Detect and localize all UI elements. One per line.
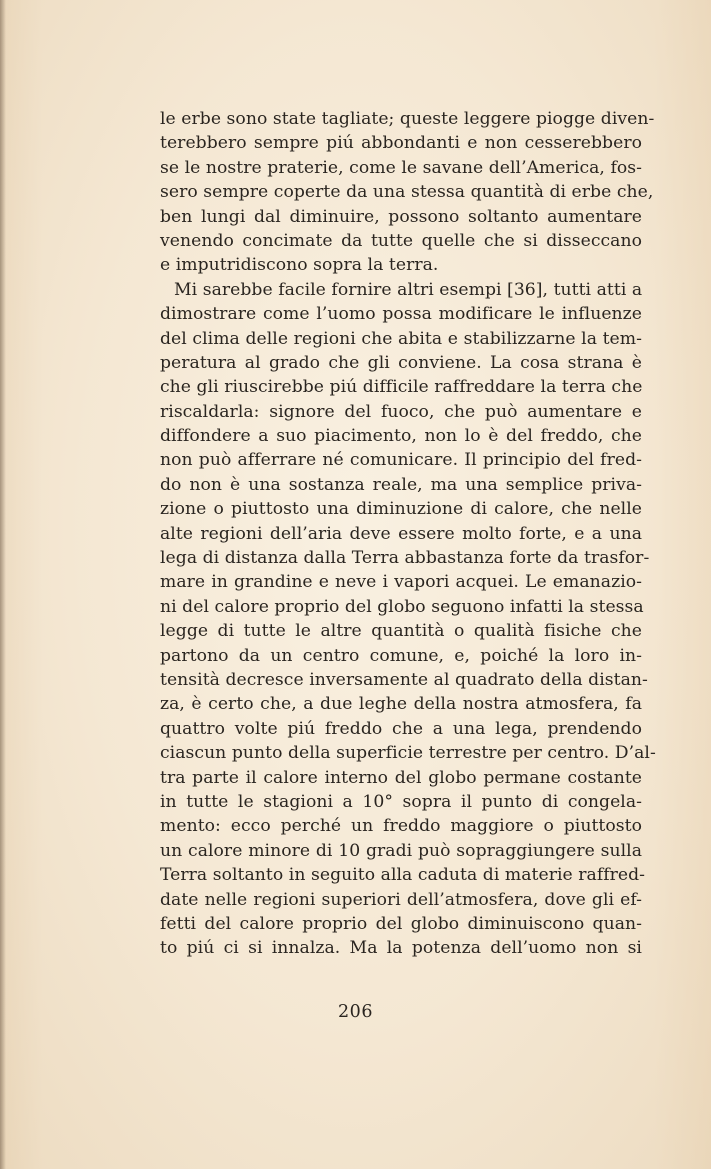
paragraph-start-line: Mi sarebbe facile fornire altri esempi [36], tutti atti a bbox=[174, 279, 643, 300]
text-line: tra parte il calore interno del globo permane costante bbox=[160, 767, 642, 788]
page-number: 206 bbox=[338, 1002, 373, 1022]
text-line: in tutte le stagioni a 10° sopra il punto di congela- bbox=[160, 791, 642, 812]
text-line: tensità decresce inversamente al quadrato della distan- bbox=[160, 669, 648, 690]
text-line: se le nostre praterie, come le savane dell’America, fos- bbox=[160, 157, 642, 178]
text-line: lega di distanza dalla Terra abbastanza forte da trasfor- bbox=[160, 548, 650, 569]
text-line: del clima delle regioni che abita e stabilizzarne la tem- bbox=[160, 328, 642, 349]
text-line: fetti del calore proprio del globo diminuiscono quan- bbox=[160, 913, 642, 934]
text-line: zione o piuttosto una diminuzione di calore, che nelle bbox=[160, 499, 642, 520]
text-line: mento: ecco perché un freddo maggiore o piuttosto bbox=[160, 816, 642, 837]
text-line: riscaldarla: signore del fuoco, che può aumentare e bbox=[160, 401, 642, 422]
text-line: ciascun punto della superficie terrestre per centro. D’al- bbox=[160, 743, 656, 764]
text-line: sero sempre coperte da una stessa quantità di erbe che, bbox=[160, 182, 654, 203]
paragraph-end-line: e imputridiscono sopra la terra. bbox=[160, 255, 439, 276]
text-line: date nelle regioni superiori dell’atmosfera, dove gli ef- bbox=[160, 889, 642, 910]
text-line: ben lungi dal diminuire, possono soltanto aumentare bbox=[160, 206, 642, 227]
text-line: diffondere a suo piacimento, non lo è del freddo, che bbox=[160, 426, 642, 447]
text-line: partono da un centro comune, e, poiché la loro in- bbox=[160, 645, 642, 666]
text-line: alte regioni dell’aria deve essere molto forte, e a una bbox=[160, 523, 642, 544]
text-line: venendo concimate da tutte quelle che si disseccano bbox=[160, 230, 642, 251]
text-line: terebbero sempre piú abbondanti e non cesserebbero bbox=[160, 133, 642, 154]
text-line: legge di tutte le altre quantità o qualità fisiche che bbox=[160, 621, 642, 642]
text-line: mare in grandine e neve i vapori acquei. Le emanazio- bbox=[160, 572, 642, 593]
text-line: to piú ci si innalza. Ma la potenza dell’uomo non si bbox=[160, 938, 642, 959]
text-line: Terra soltanto in seguito alla caduta di materie raffred- bbox=[160, 865, 646, 886]
text-line: za, è certo che, a due leghe della nostra atmosfera, fa bbox=[160, 694, 642, 715]
text-line: peratura al grado che gli conviene. La cosa strana è bbox=[160, 352, 642, 373]
text-line: le erbe sono state tagliate; queste leggere piogge diven- bbox=[160, 109, 655, 129]
text-line: do non è una sostanza reale, ma una semplice priva- bbox=[160, 474, 642, 495]
page-spine-shadow bbox=[0, 0, 6, 1169]
text-line: quattro volte piú freddo che a una lega, prendendo bbox=[160, 718, 642, 739]
text-line: che gli riuscirebbe piú difficile raffreddare la terra che bbox=[160, 377, 643, 398]
text-line: dimostrare come l’uomo possa modificare le influenze bbox=[160, 304, 642, 325]
text-line: non può afferrare né comunicare. Il principio del fred- bbox=[160, 450, 642, 471]
body-text bbox=[160, 107, 656, 961]
text-line: un calore minore di 10 gradi può sopraggiungere sulla bbox=[160, 840, 642, 861]
text-line: ni del calore proprio del globo seguono infatti la stessa bbox=[160, 596, 644, 617]
